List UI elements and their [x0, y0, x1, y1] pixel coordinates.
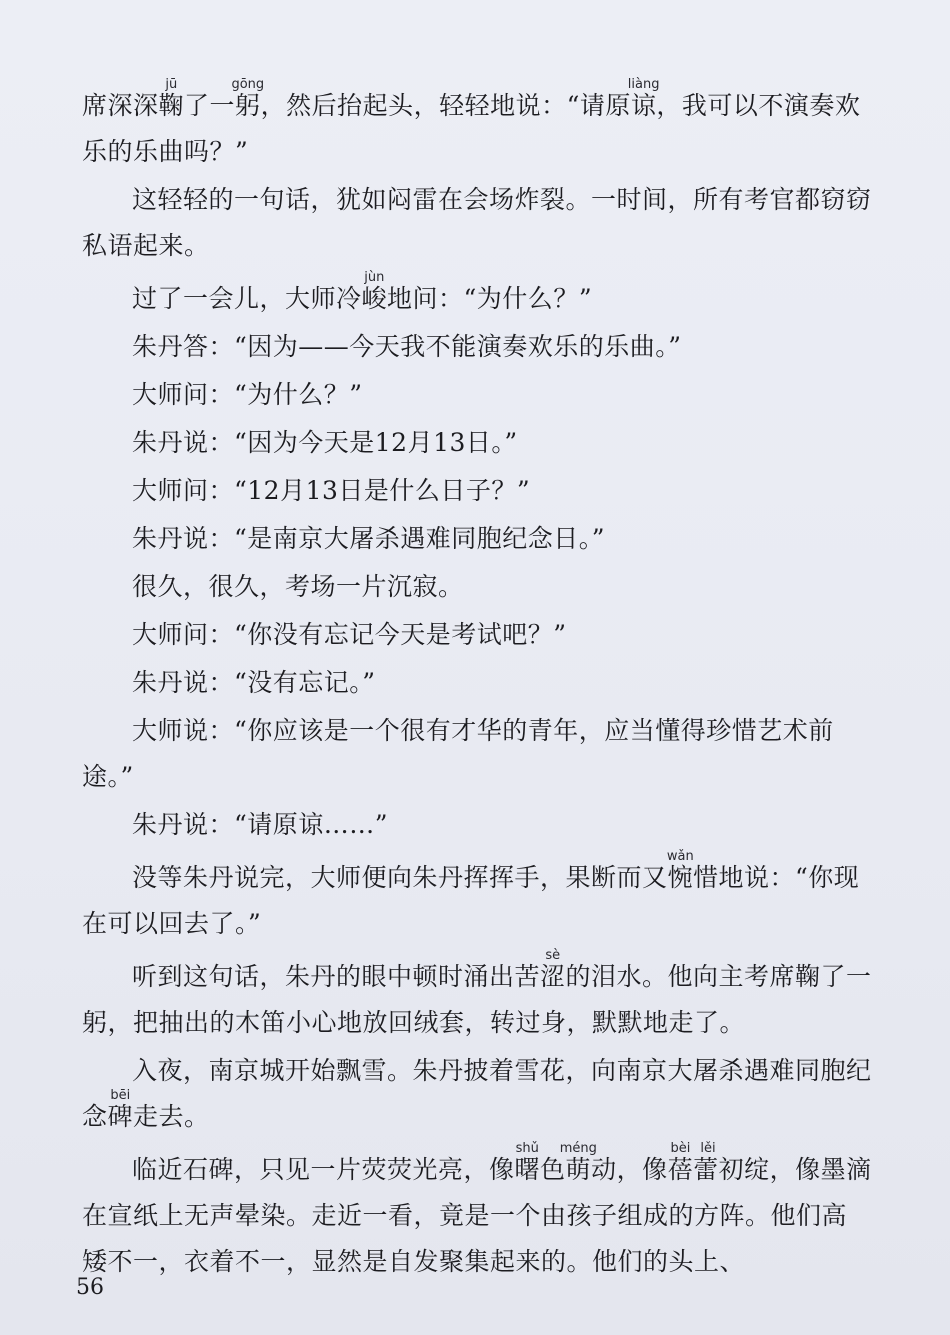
text-segment: 听到这句话，朱丹的眼中顿时涌出苦: [132, 962, 541, 991]
annotated-char-text: 谅: [627, 91, 660, 120]
paragraph: [82, 468, 872, 514]
text-segment: 朱丹说：“是南京大屠杀遇难同胞纪念日。”: [132, 524, 606, 553]
text-segment: 初绽，像墨滴在宣纸上无声晕染。走近一看，竟是一个由孩子组成的方阵。他们高矮不一，衣着不一，显然是自发聚集起来的。他们的头上、: [82, 1155, 872, 1276]
annotated-character: [667, 1141, 719, 1184]
pinyin-annotation: bèi lěi: [667, 1141, 719, 1156]
paragraph: [82, 949, 872, 1046]
paragraph: [82, 78, 872, 175]
text-segment: 的泪水。他向主考席鞠了一躬，把抽出的木笛小心地放回绒套，转过身，默默地走了。: [82, 962, 872, 1037]
paragraph: [82, 271, 872, 322]
annotated-character: [666, 849, 694, 892]
paragraph: [82, 564, 872, 610]
pinyin-annotation: sè: [540, 948, 566, 963]
text-segment: 朱丹说：“没有忘记。”: [132, 668, 376, 697]
pinyin-annotation: wǎn: [666, 849, 694, 864]
page-body-text: [82, 78, 872, 1287]
text-segment: 走去。: [133, 1102, 210, 1131]
pinyin-annotation: shǔ: [514, 1141, 541, 1156]
pinyin-annotation: méng: [559, 1141, 597, 1156]
text-segment: 惜地说：“你现在可以回去了。”: [82, 863, 860, 938]
annotated-character: [361, 270, 388, 313]
annotated-char-text: 躬: [231, 91, 265, 120]
annotated-char-text: 萌: [559, 1155, 597, 1184]
text-segment: 朱丹说：“因为今天是12月13日。”: [132, 428, 518, 457]
text-segment: 这轻轻的一句话，犹如闷雷在会场炸裂。一时间，所有考官都窃窃私语起来。: [82, 185, 872, 260]
annotated-char-text: 曙: [514, 1155, 541, 1184]
text-segment: 了一: [184, 91, 236, 120]
page-number: 56: [76, 1275, 104, 1300]
annotated-char-text: 峻: [361, 284, 388, 313]
text-segment: 色: [540, 1155, 566, 1184]
text-segment: 动，像: [591, 1155, 668, 1184]
text-segment: 大师问：“你没有忘记今天是考试吧？”: [132, 620, 567, 649]
pinyin-annotation: jùn: [361, 270, 388, 285]
text-segment: 席深深: [82, 91, 159, 120]
annotated-character: [231, 77, 265, 120]
paragraph: [82, 324, 872, 370]
paragraph: [82, 1048, 872, 1140]
paragraph: [82, 802, 872, 848]
annotated-character: [158, 77, 185, 120]
text-segment: 大师说：“你应该是一个很有才华的青年，应当懂得珍惜艺术前途。”: [82, 716, 834, 791]
paragraph: [82, 612, 872, 658]
text-segment: ，我可以不演奏欢乐的乐曲吗？”: [82, 91, 861, 166]
annotated-character: [514, 1141, 541, 1184]
pinyin-annotation: bēi: [107, 1088, 134, 1103]
paragraph: [82, 850, 872, 947]
paragraph: [82, 1142, 872, 1285]
annotated-character: [107, 1088, 134, 1131]
text-segment: 入夜，南京城开始飘雪。朱丹披着雪花，向南京大屠杀遇难同胞纪念: [82, 1056, 872, 1131]
text-segment: 大师问：“12月13日是什么日子？”: [132, 476, 531, 505]
text-segment: 过了一会儿，大师冷: [132, 284, 362, 313]
text-segment: 朱丹说：“请原谅……”: [132, 810, 389, 839]
paragraph: [82, 177, 872, 269]
text-segment: 临近石碑，只见一片荧荧光亮，像: [132, 1155, 515, 1184]
pinyin-annotation: gōng: [231, 77, 265, 92]
paragraph: [82, 372, 872, 418]
paragraph: [82, 660, 872, 706]
text-segment: ，然后抬起头，轻轻地说：“请原: [260, 91, 631, 120]
annotated-char-text: 涩: [540, 962, 566, 991]
annotated-char-text: 碑: [107, 1102, 134, 1131]
annotated-character: [627, 77, 660, 120]
annotated-char-text: 蓓蕾: [667, 1155, 719, 1184]
annotated-character: [559, 1141, 597, 1184]
paragraph: [82, 708, 872, 800]
annotated-char-text: 鞠: [158, 91, 185, 120]
annotated-char-text: 惋: [666, 863, 694, 892]
text-segment: 朱丹答：“因为——今天我不能演奏欢乐的乐曲。”: [132, 332, 682, 361]
text-segment: 很久，很久，考场一片沉寂。: [132, 572, 464, 601]
paragraph: [82, 420, 872, 466]
text-segment: 大师问：“为什么？”: [132, 380, 363, 409]
text-segment: 地问：“为什么？”: [387, 284, 593, 313]
text-segment: 没等朱丹说完，大师便向朱丹挥挥手，果断而又: [132, 863, 668, 892]
annotated-character: [540, 948, 566, 991]
paragraph: [82, 516, 872, 562]
pinyin-annotation: jū: [158, 77, 185, 92]
pinyin-annotation: liàng: [627, 77, 660, 92]
